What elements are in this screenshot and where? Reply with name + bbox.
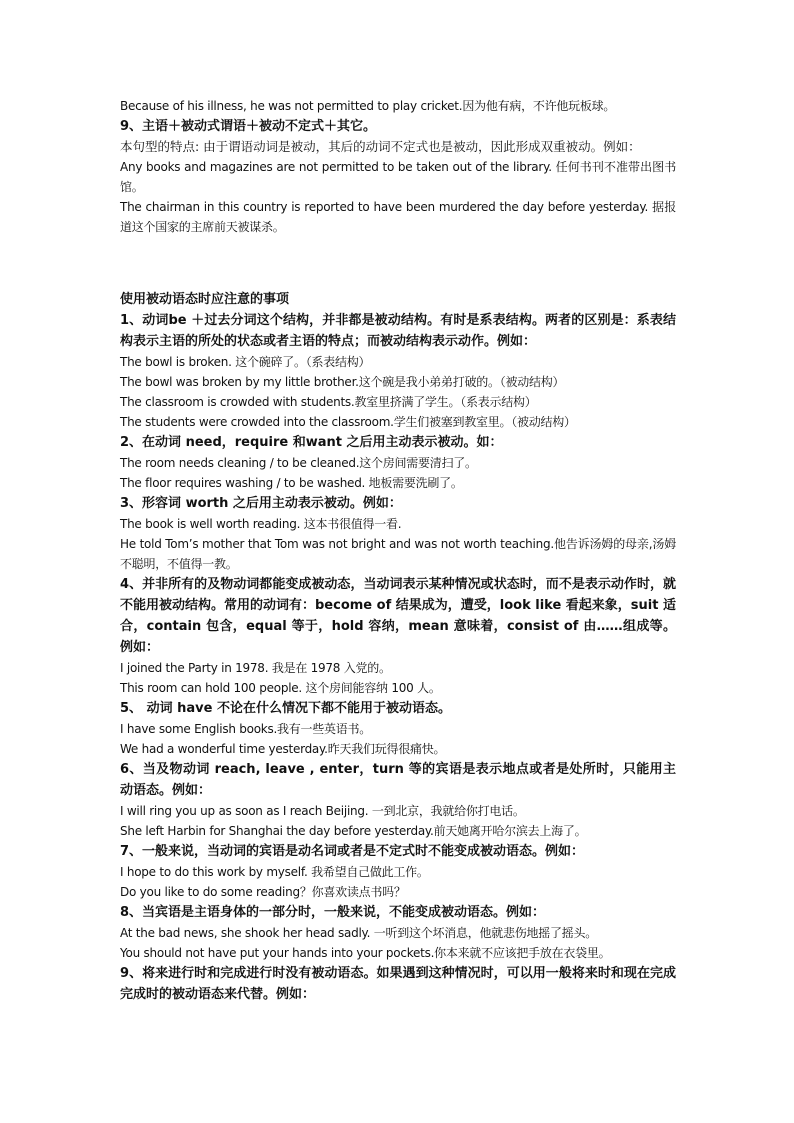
section-heading: 使用被动语态时应注意的事项 bbox=[120, 292, 290, 307]
example-sentence: At the bad news, she shook her head sadly. 一听到这个坏消息，他就悲伤地摇了摇头。 bbox=[120, 926, 598, 940]
section-heading: 9、将来进行时和完成进行时没有被动语态。如果遇到这种情况时，可以用一般将来时和现在完成完成时的被动语态来代替。例如： bbox=[120, 966, 676, 1002]
document-page bbox=[120, 96, 676, 1005]
section-heading: 8、当宾语是主语身体的一部分时，一般来说，不能变成被动语态。例如： bbox=[120, 905, 546, 920]
blank-line bbox=[120, 253, 676, 273]
section-heading: 3、形容词 worth 之后用主动表示被动。例如： bbox=[120, 496, 402, 511]
section-heading: 1、动词be ＋过去分词这个结构，并非都是被动结构。有时是系表结构。两者的区别是：系表结构表示主语的所处的状态或者主语的特点；而被动结构表示动作。例如： bbox=[120, 313, 676, 349]
section-heading: 4、并非所有的及物动词都能变成被动态，当动词表示某种情况或状态时，而不是表示动作时，就不能用被动结构。常用的动词有：become of 结果成为，遭受，look like 看起来象，suit 适合，contain 包含，equal 等于，hold 容纳，mean 意味着，consist of 由……组成等。例如： bbox=[120, 577, 676, 655]
example-sentence: Because of his illness, he was not permitted to play cricket.因为他有病，不许他玩板球。 bbox=[120, 99, 616, 113]
section-heading: 2、在动词 need，require 和want 之后用主动表示被动。如： bbox=[120, 435, 503, 450]
example-sentence: The students were crowded into the classroom.学生们被塞到教室里。（被动结构） bbox=[120, 415, 576, 429]
example-sentence: The bowl is broken. 这个碗碎了。（系表结构） bbox=[120, 355, 371, 369]
example-sentence: The classroom is crowded with students.教室里挤满了学生。（系表示结构） bbox=[120, 395, 537, 409]
example-sentence: Do you like to do some reading？你喜欢读点书吗？ bbox=[120, 885, 406, 899]
example-sentence: Any books and magazines are not permitted to be taken out of the library. 任何书刊不准带出图书馆。 bbox=[120, 160, 676, 194]
example-sentence: The bowl was broken by my little brother.这个碗是我小弟弟打破的。（被动结构） bbox=[120, 375, 565, 389]
example-sentence: The floor requires washing / to be washed. 地板需要洗刷了。 bbox=[120, 476, 463, 490]
section-heading: 5、 动词 have 不论在什么情况下都不能用于被动语态。 bbox=[120, 701, 451, 716]
section-heading: 9、主语＋被动式谓语＋被动不定式＋其它。 bbox=[120, 119, 377, 134]
example-sentence: We had a wonderful time yesterday.昨天我们玩得很痛快。 bbox=[120, 742, 446, 756]
section-heading: 7、一般来说，当动词的宾语是动名词或者是不定式时不能变成被动语态。例如： bbox=[120, 844, 585, 859]
example-sentence: I hope to do this work by myself. 我希望自己做此工作。 bbox=[120, 865, 429, 879]
example-sentence: You should not have put your hands into your pockets.你本来就不应该把手放在衣袋里。 bbox=[120, 946, 611, 960]
section-heading: 6、当及物动词 reach, leave , enter，turn 等的宾语是表示地点或者是处所时，只能用主动语态。例如： bbox=[120, 762, 676, 798]
example-sentence: I have some English books.我有一些英语书。 bbox=[120, 722, 372, 736]
example-sentence: I will ring you up as soon as I reach Beijing. 一到北京，我就给你打电话。 bbox=[120, 804, 525, 818]
example-sentence: This room can hold 100 people. 这个房间能容纳 100 人。 bbox=[120, 681, 441, 695]
example-sentence: He told Tom’s mother that Tom was not bright and was not worth teaching.他告诉汤姆的母亲,汤姆不聪明，不值得一教。 bbox=[120, 537, 676, 571]
example-sentence: I joined the Party in 1978. 我是在 1978 入党的。 bbox=[120, 661, 391, 675]
body-text: 本句型的特点: 由于谓语动词是被动，其后的动词不定式也是被动，因此形成双重被动。例如： bbox=[120, 139, 641, 154]
example-sentence: The room needs cleaning / to be cleaned.这个房间需要清扫了。 bbox=[120, 456, 477, 470]
example-sentence: The book is well worth reading. 这本书很值得一看. bbox=[120, 517, 402, 531]
example-sentence: The chairman in this country is reported to have been murdered the day before yesterday. 据报道这个国家的主席前天被谋杀。 bbox=[120, 200, 676, 234]
example-sentence: She left Harbin for Shanghai the day before yesterday.前天她离开哈尔滨去上海了。 bbox=[120, 824, 587, 838]
